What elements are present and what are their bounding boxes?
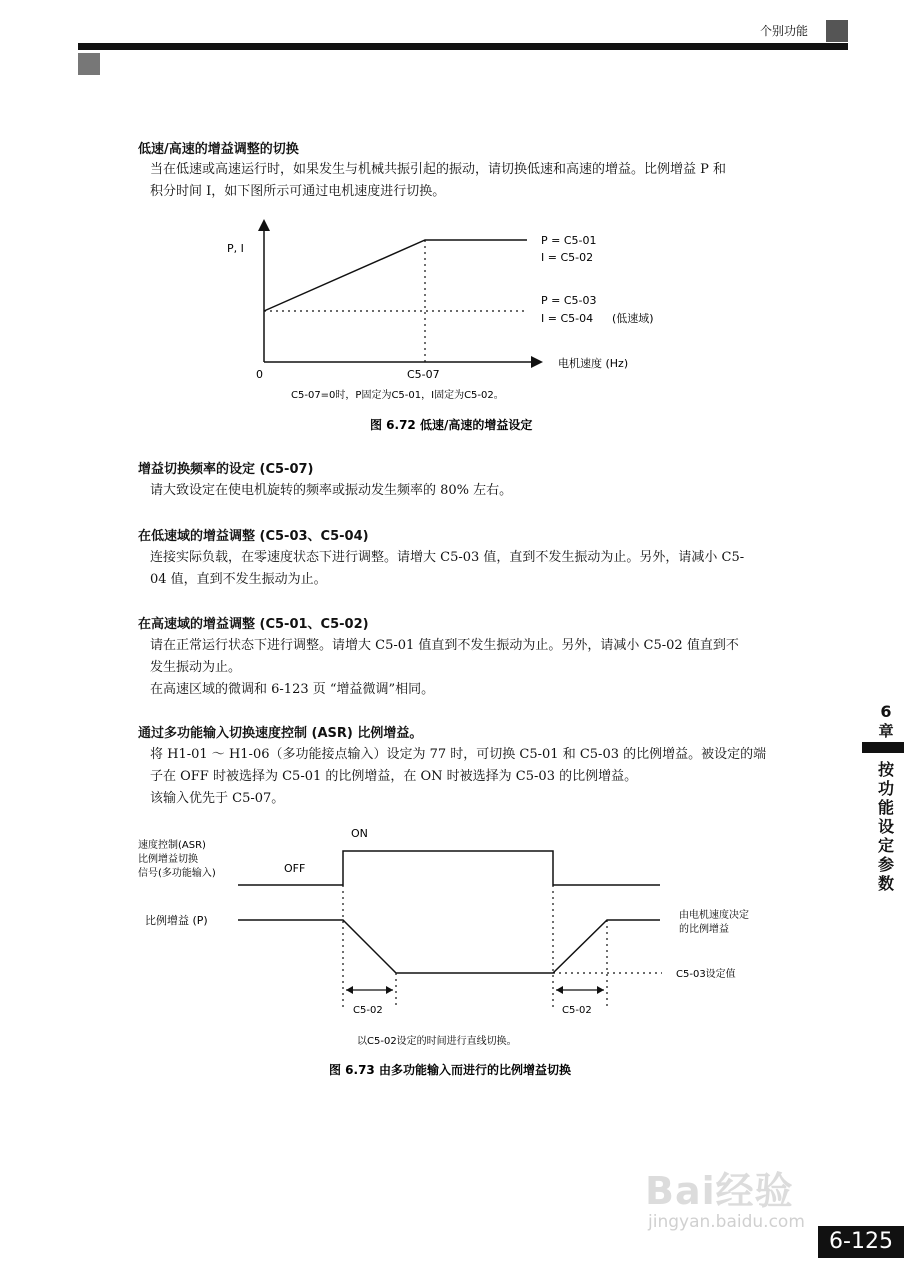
high-i-label: I = C5-02 [541,251,594,264]
body-line: 04 值，直到不发生振动为止。 [150,572,327,587]
right-label-line: 由电机速度决定 [679,910,749,921]
y-axis-label: P, I [227,242,244,255]
interval-label-left: C5-02 [353,1005,383,1016]
figure-note: C5-07=0时，P固定为C5-01，I固定为C5-02。 [291,390,504,401]
watermark-logo: Bai经验 [645,1169,794,1213]
x-tick-label: C5-07 [407,368,440,381]
high-p-label: P = C5-01 [541,234,597,247]
signal-label-line: 比例增益切换 [138,854,198,865]
chapter-number: 6 [880,702,892,721]
chapter-divider [862,742,904,753]
gain-curve [264,240,527,311]
chapter-title-char: 设 [877,817,894,836]
body-line: 积分时间 I，如下图所示可通过电机速度进行切换。 [150,184,446,199]
off-label: OFF [284,862,306,875]
chapter-title [868,760,904,893]
arrowhead [386,986,393,994]
body-line: 连接实际负载，在零速度状态下进行调整。请增大 C5-03 值，直到不发生振动为止。另外，请减小 C5- [150,550,745,565]
section-heading-gain-switch: 低速/高速的增益调整的切换 [138,142,299,157]
chapter-title-char: 按 [877,760,894,779]
chapter-unit: 章 [878,722,894,740]
body-line: 该输入优先于 C5-07。 [150,791,285,806]
figure-caption: 图 6.73 由多功能输入而进行的比例增益切换 [329,1063,571,1077]
body-line: 子在 OFF 时被选择为 C5-01 的比例增益，在 ON 时被选择为 C5-03 的比例增益。 [150,769,638,784]
gain-waveform [238,920,660,973]
arrowhead [597,986,604,994]
chapter-title-char: 功 [877,779,894,798]
x-axis-label: 电机速度 (Hz) [558,357,629,370]
interval-label-right: C5-02 [562,1005,592,1016]
body-line: 在高速区域的微调和 6-123 页 “增益微调”相同。 [150,682,435,697]
section-heading-switch-frequency: 增益切换频率的设定 (C5-07) [138,462,314,477]
page-number: 6-125 [818,1226,904,1258]
arrowhead [346,986,353,994]
chapter-title-char: 能 [877,798,894,817]
section-body-gain-switch [150,159,822,203]
low-region-label: (低速域) [612,312,654,325]
body-line: 请大致设定在使电机旋转的频率或振动发生频率的 80% 左右。 [150,483,513,498]
section-body-low-speed [150,547,822,591]
body-line: 将 H1-01 ～ H1-06（多功能接点输入）设定为 77 时，可切换 C5-01 和 C5-03 的比例增益。被设定的端 [150,747,767,762]
figure-caption: 图 6.72 低速/高速的增益设定 [370,418,533,432]
figure-note: 以C5-02设定的时间进行直线切换。 [357,1036,517,1047]
chapter-title-char: 参 [877,855,894,874]
low-p-label: P = C5-03 [541,294,597,307]
body-line: 发生振动为止。 [150,660,242,675]
body-line: 当在低速或高速运行时，如果发生与机械共振引起的振动，请切换低速和高速的增益。比例增益 P 和 [150,162,727,177]
chapter-title-char: 数 [877,874,894,893]
section-body-multi-input [150,744,822,810]
header-corner-block [826,20,848,42]
watermark-url: jingyan.baidu.com [648,1212,805,1232]
origin-label: 0 [256,368,263,381]
arrowhead [556,986,563,994]
section-label: 个别功能 [760,24,809,38]
low-i-label: I = C5-04 [541,312,594,325]
right-label-line: 的比例增益 [679,924,729,935]
section-body-switch-frequency [150,480,822,502]
section-heading-high-speed: 在高速域的增益调整 (C5-01、C5-02) [138,617,369,632]
switch-signal-waveform [238,851,660,885]
body-line: 请在正常运行状态下进行调整。请增大 C5-01 值直到不发生振动为止。另外，请减小 C5-02 值直到不 [150,638,739,653]
section-body-high-speed [150,635,822,701]
left-marker-block [78,53,100,75]
on-label: ON [351,827,368,840]
header-rule [78,43,848,50]
chapter-title-char: 定 [877,836,894,855]
signal-label-line: 信号(多功能输入) [138,868,216,879]
signal-label-line: 速度控制(ASR) [138,840,206,851]
section-heading-low-speed: 在低速域的增益调整 (C5-03、C5-04) [138,529,369,544]
section-heading-multi-input: 通过多功能输入切换速度控制 (ASR) 比例增益。 [138,726,423,741]
setting-label: C5-03设定值 [676,969,736,980]
gain-label: 比例增益 (P) [145,914,208,927]
